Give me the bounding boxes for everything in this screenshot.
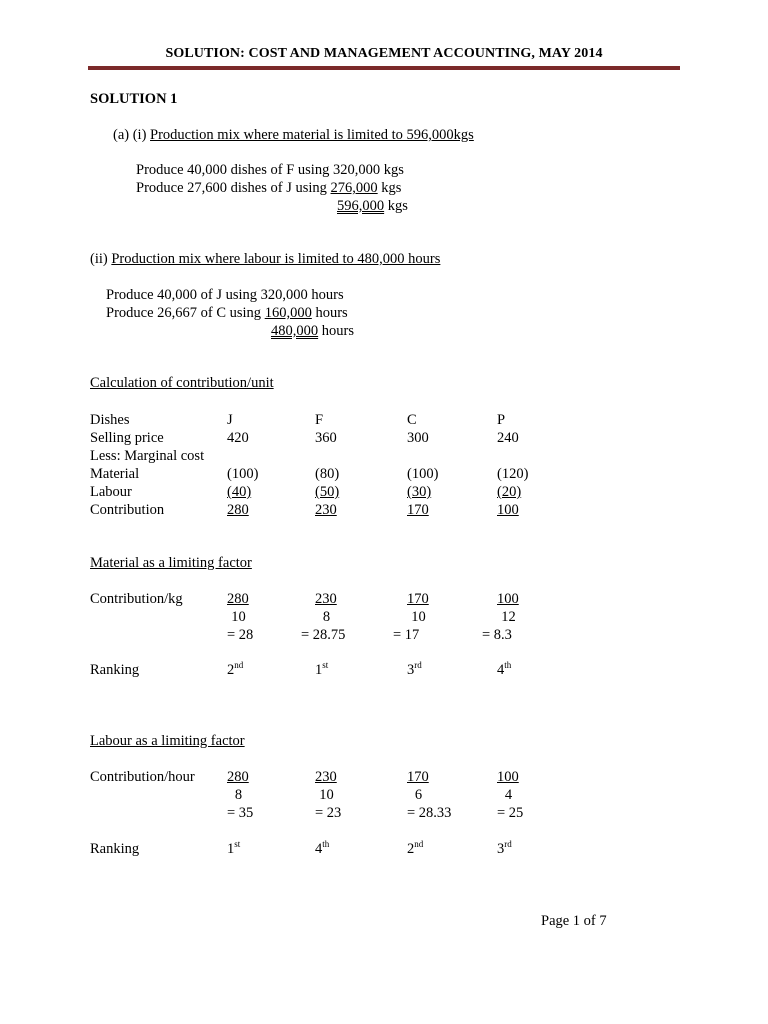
part-ii-line2-amount: 160,000	[264, 305, 312, 321]
material-num-j: 280	[227, 591, 249, 607]
selling-price-p: 240	[497, 430, 519, 446]
material-result-c: = 17	[393, 627, 420, 643]
part-a-total-amount: 596,000	[337, 198, 385, 214]
labour-rank-c: 2nd	[407, 839, 424, 857]
labour-result-f: = 23	[315, 805, 342, 821]
contribution-c: 170	[407, 502, 429, 518]
labour-c: (30)	[407, 484, 432, 500]
part-ii-line2: Produce 26,667 of C using 160,000 hours	[106, 305, 348, 321]
dish-j: J	[227, 412, 233, 428]
material-den-j: 10	[231, 609, 246, 625]
material-c: (100)	[407, 466, 439, 482]
material-den-f: 8	[322, 609, 331, 625]
labour-rank-p: 3rd	[497, 839, 512, 857]
material-num-c: 170	[407, 591, 429, 607]
labour-den-j: 8	[234, 787, 243, 803]
material-rank-f: 1st	[315, 660, 329, 678]
part-ii-total: 480,000 hours	[271, 323, 354, 339]
row-label-material: Material	[90, 466, 140, 482]
labour-f: (50)	[315, 484, 340, 500]
part-a-line2: Produce 27,600 dishes of J using 276,000 kgs	[136, 180, 402, 196]
contribution-per-kg-label: Contribution/kg	[90, 591, 183, 607]
labour-p: (20)	[497, 484, 522, 500]
material-p: (120)	[497, 466, 529, 482]
contribution-f: 230	[315, 502, 337, 518]
selling-price-j: 420	[227, 430, 249, 446]
material-ranking-label: Ranking	[90, 662, 140, 678]
material-den-c: 10	[411, 609, 426, 625]
material-den-p: 12	[501, 609, 516, 625]
labour-num-c: 170	[407, 769, 429, 785]
labour-rank-f: 4th	[315, 839, 330, 857]
labour-j: (40)	[227, 484, 252, 500]
labour-factor-heading: Labour as a limiting factor	[90, 733, 245, 749]
dish-c: C	[407, 412, 417, 428]
part-a-total: 596,000 kgs	[337, 198, 408, 214]
page-number: Page 1 of 7	[541, 913, 607, 929]
labour-rank-j: 1st	[227, 839, 241, 857]
material-factor-heading: Material as a limiting factor	[90, 555, 252, 571]
part-a-title: Production mix where material is limited to 596,000kgs	[150, 127, 474, 143]
part-ii-label: (ii)	[90, 251, 108, 267]
material-num-f: 230	[315, 591, 337, 607]
labour-den-c: 6	[414, 787, 423, 803]
material-rank-c: 3rd	[407, 660, 422, 678]
material-num-p: 100	[497, 591, 519, 607]
selling-price-f: 360	[315, 430, 337, 446]
part-ii-line1: Produce 40,000 of J using 320,000 hours	[106, 287, 344, 303]
material-result-j: = 28	[227, 627, 254, 643]
contribution-heading: Calculation of contribution/unit	[90, 375, 274, 391]
selling-price-c: 300	[407, 430, 429, 446]
material-result-f: = 28.75	[301, 627, 346, 643]
row-label-contribution: Contribution	[90, 502, 165, 518]
labour-result-j: = 35	[227, 805, 254, 821]
solution-heading: SOLUTION 1	[90, 91, 178, 107]
part-a-heading	[113, 126, 474, 144]
row-label-selling-price: Selling price	[90, 430, 164, 446]
contribution-per-hour-label: Contribution/hour	[90, 769, 195, 785]
page-header-title: SOLUTION: COST AND MANAGEMENT ACCOUNTING, MAY 2014	[165, 46, 603, 61]
row-label-labour: Labour	[90, 484, 132, 500]
dish-p: P	[497, 412, 506, 428]
row-label-less-marginal: Less: Marginal cost	[90, 448, 205, 464]
labour-result-c: = 28.33	[407, 805, 452, 821]
material-result-p: = 8.3	[482, 627, 512, 643]
labour-result-p: = 25	[497, 805, 524, 821]
dish-f: F	[315, 412, 324, 428]
labour-den-f: 10	[319, 787, 334, 803]
part-a-line1: Produce 40,000 dishes of F using 320,000 kgs	[136, 162, 404, 178]
labour-den-p: 4	[504, 787, 513, 803]
part-a-label: (a) (i)	[113, 127, 147, 143]
material-j: (100)	[227, 466, 259, 482]
contribution-j: 280	[227, 502, 249, 518]
material-f: (80)	[315, 466, 340, 482]
part-ii-total-amount: 480,000	[271, 323, 319, 339]
material-rank-j: 2nd	[227, 660, 244, 678]
labour-num-p: 100	[497, 769, 519, 785]
labour-num-j: 280	[227, 769, 249, 785]
part-ii-heading	[90, 250, 440, 268]
part-ii-title: Production mix where labour is limited to 480,000 hours	[111, 251, 441, 267]
labour-num-f: 230	[315, 769, 337, 785]
labour-ranking-label: Ranking	[90, 841, 140, 857]
material-rank-p: 4th	[497, 660, 512, 678]
contribution-p: 100	[497, 502, 519, 518]
header-divider	[88, 66, 680, 70]
part-a-line2-amount: 276,000	[330, 180, 378, 196]
row-label-dishes: Dishes	[90, 412, 130, 428]
